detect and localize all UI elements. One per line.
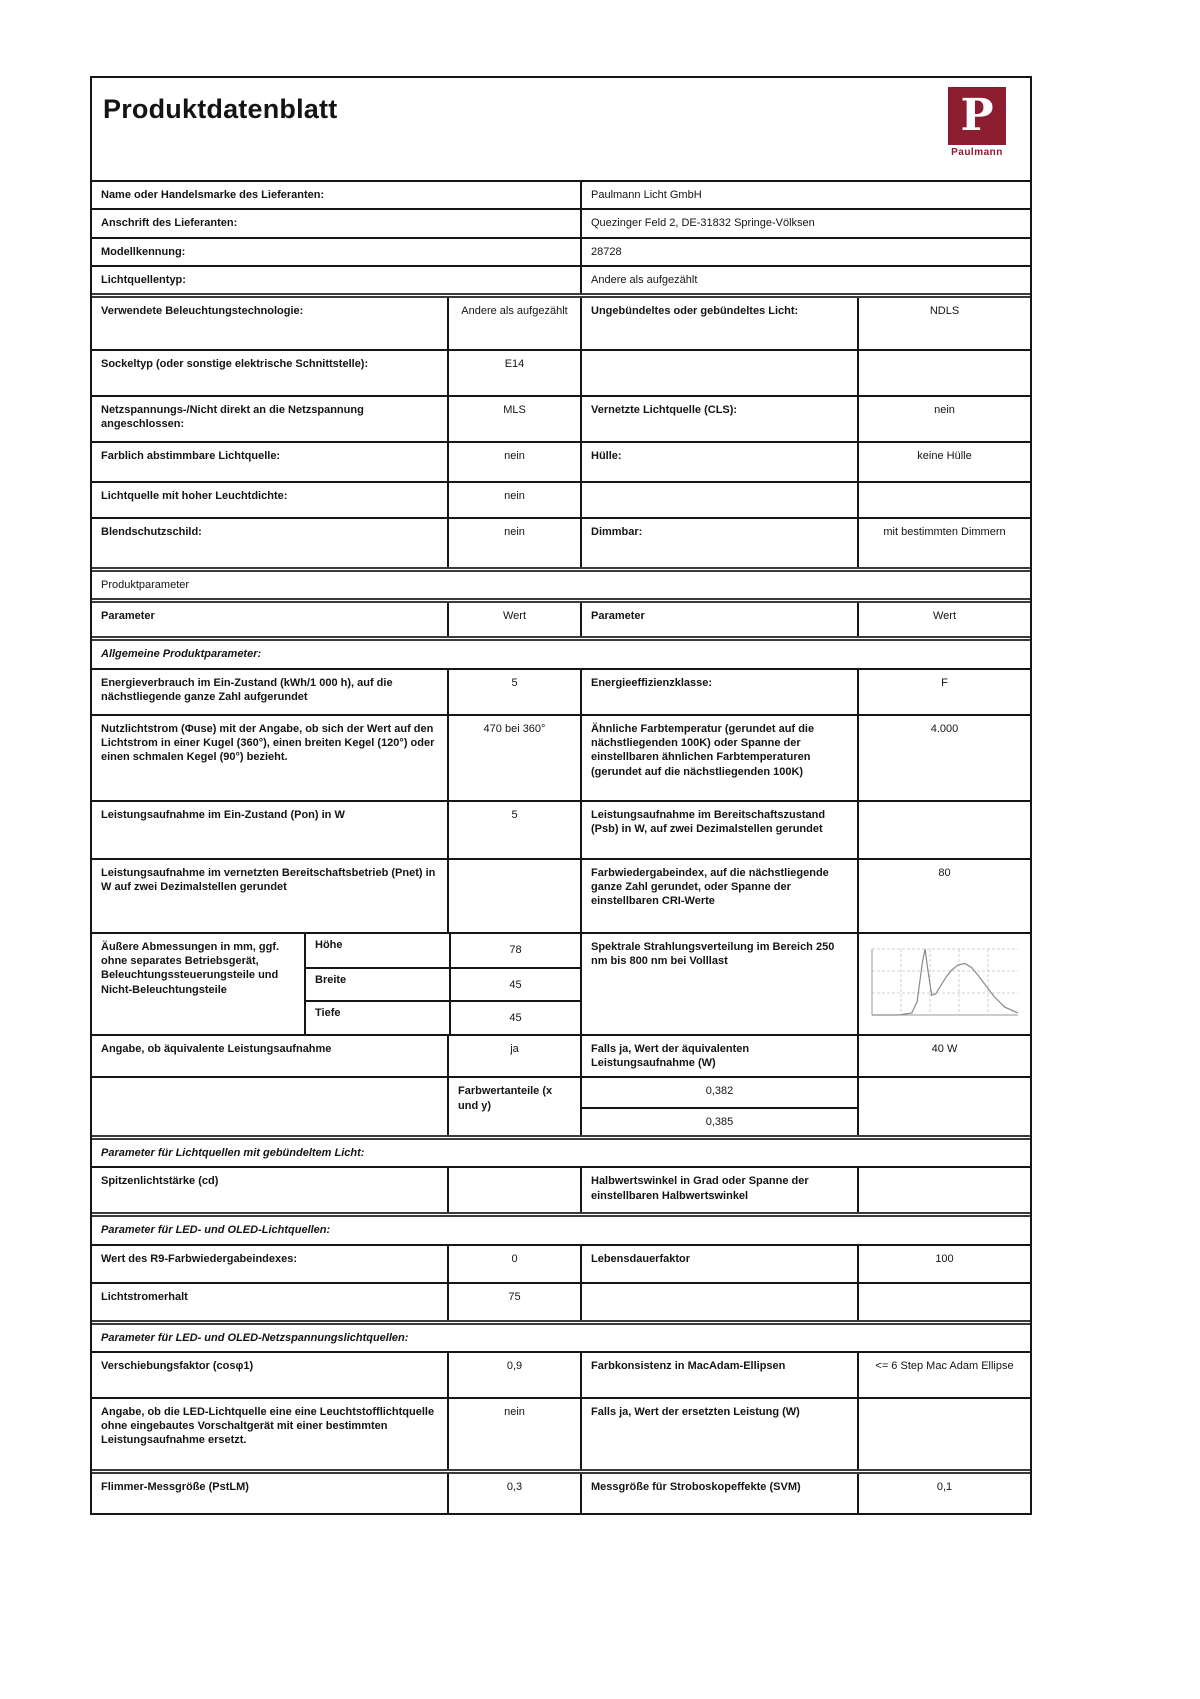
chromaticity-values xyxy=(580,1078,857,1135)
column-header: Wert xyxy=(447,603,580,636)
row-value: 100 xyxy=(857,1246,1030,1282)
row-value: 0,382 xyxy=(705,1085,734,1098)
section-title: Parameter für LED- und OLED-Netzspannungslichtquellen: xyxy=(101,1331,409,1344)
table-row xyxy=(92,293,1030,349)
row-label: Hülle: xyxy=(580,443,857,481)
row-value: MLS xyxy=(447,397,580,441)
datasheet-header xyxy=(92,78,1030,180)
table-row xyxy=(92,1397,1030,1469)
row-value: 75 xyxy=(447,1284,580,1320)
row-label: Leistungsaufnahme im Ein-Zustand (Pon) in W xyxy=(101,808,345,821)
row-value: Andere als aufgezählt xyxy=(580,267,1030,293)
spectral-curve xyxy=(872,949,1018,1015)
column-header: Parameter xyxy=(101,610,155,623)
row-label: Netzspannungs-/Nicht direkt an die Netzspannung angeschlossen: xyxy=(101,404,364,431)
row-value: 45 xyxy=(449,1002,580,1033)
row-label: Verschiebungsfaktor (cosφ1) xyxy=(101,1359,254,1372)
row-label: Spektrale Strahlungsverteilung im Bereich 250 nm bis 800 nm bei Volllast xyxy=(580,934,857,1034)
row-value xyxy=(857,483,1030,517)
row-label: Falls ja, Wert der ersetzten Leistung (W) xyxy=(580,1399,857,1469)
row-label: Leistungsaufnahme im vernetzten Bereitschaftsbetrieb (Pnet) in W auf zwei Dezimalstellen gerundet xyxy=(101,866,436,894)
row-value: nein xyxy=(447,1399,580,1469)
page-title: Produktdatenblatt xyxy=(103,94,338,124)
section-title: Produktparameter xyxy=(101,579,190,592)
row-value xyxy=(857,1168,1030,1212)
row-label: Name oder Handelsmarke des Lieferanten: xyxy=(101,189,325,201)
table-row xyxy=(306,1000,580,1033)
table-row xyxy=(92,800,1030,858)
section-title: Parameter für LED- und OLED-Lichtquellen: xyxy=(101,1224,331,1237)
brand-logo-icon: P xyxy=(948,87,1006,145)
table-row xyxy=(92,714,1030,800)
row-value: 0,1 xyxy=(857,1474,1030,1513)
row-label: Farbwiedergabeindex, auf die nächstliegende ganze Zahl gerundet, oder Spanne der einstellbaren CRI-Werte xyxy=(580,860,857,932)
row-value: nein xyxy=(447,483,580,517)
chromaticity-row xyxy=(92,1076,1030,1135)
dimensions-row xyxy=(92,932,1030,1034)
row-label: Angabe, ob äquivalente Leistungsaufnahme xyxy=(101,1042,332,1055)
row-value: 5 xyxy=(447,802,580,858)
row-label: Blendschutzschild: xyxy=(101,526,202,539)
row-value: 45 xyxy=(449,969,580,1000)
row-value: F xyxy=(857,670,1030,714)
row-value xyxy=(857,802,1030,858)
row-label: Anschrift des Lieferanten: xyxy=(101,217,238,230)
row-label: Energieeffizienzklasse: xyxy=(580,670,857,714)
column-header: Wert xyxy=(857,603,1030,636)
row-label: Wert des R9-Farbwiedergabeindexes: xyxy=(101,1252,298,1265)
row-label: Modellkennung: xyxy=(101,245,186,258)
row-value: Quezinger Feld 2, DE-31832 Springe-Völksen xyxy=(580,210,1030,236)
row-label: Farblich abstimmbare Lichtquelle: xyxy=(101,450,281,463)
empty-cell xyxy=(857,1078,1030,1135)
row-value: 80 xyxy=(857,860,1030,932)
row-value: 0,385 xyxy=(582,1107,857,1135)
table-row xyxy=(92,1034,1030,1077)
table-row xyxy=(92,1282,1030,1320)
table-row xyxy=(92,1244,1030,1282)
table-row xyxy=(92,858,1030,932)
row-value: 78 xyxy=(449,934,580,967)
row-value: ja xyxy=(447,1036,580,1077)
row-value: 5 xyxy=(447,670,580,714)
row-label: Lichtstromerhalt xyxy=(101,1290,188,1303)
section-title: Allgemeine Produktparameter: xyxy=(101,648,262,661)
row-value: mit bestimmten Dimmern xyxy=(857,519,1030,567)
table-row xyxy=(92,395,1030,441)
row-label: Äußere Abmessungen in mm, ggf. ohne separates Betriebsgerät, Beleuchtungssteuerungsteile und Nicht-Beleuchtungsteile xyxy=(101,940,280,996)
row-label: Farbwertanteile (x und y) xyxy=(447,1078,580,1135)
section-row xyxy=(92,567,1030,598)
row-value xyxy=(857,1399,1030,1469)
row-label: Vernetzte Lichtquelle (CLS): xyxy=(580,397,857,441)
row-label: Energieverbrauch im Ein-Zustand (kWh/1 000 h), auf die nächstliegende ganze Zahl aufgerundet xyxy=(101,676,393,704)
row-label: Halbwertswinkel in Grad oder Spanne der einstellbaren Halbwertswinkel xyxy=(580,1168,857,1212)
row-label: Leistungsaufnahme im Bereitschaftszustand (Psb) in W, auf zwei Dezimalstellen gerundet xyxy=(580,802,857,858)
row-label xyxy=(580,1284,857,1320)
table-header-row xyxy=(92,598,1030,636)
row-label: Falls ja, Wert der äquivalenten Leistungsaufnahme (W) xyxy=(580,1036,857,1077)
row-label: Ähnliche Farbtemperatur (gerundet auf die nächstliegenden 100K) oder Spanne der einstellbaren ähnlichen Farbtemperaturen (gerundet auf die nächstliegenden 100K) xyxy=(580,716,857,800)
empty-cell xyxy=(92,1078,447,1135)
table-row xyxy=(92,441,1030,481)
row-label: Dimmbar: xyxy=(580,519,857,567)
row-value: 470 bei 360° xyxy=(447,716,580,800)
table-row xyxy=(92,265,1030,293)
row-value: Paulmann Licht GmbH xyxy=(580,182,1030,208)
row-value: NDLS xyxy=(857,298,1030,349)
section-row xyxy=(92,1135,1030,1166)
row-label: Verwendete Beleuchtungstechnologie: xyxy=(101,305,304,318)
column-header: Parameter xyxy=(580,603,857,636)
row-value xyxy=(857,1284,1030,1320)
table-row xyxy=(92,1351,1030,1397)
row-label: Lichtquelle mit hoher Leuchtdichte: xyxy=(101,490,288,503)
section-title: Parameter für Lichtquellen mit gebündeltem Licht: xyxy=(101,1146,365,1159)
row-value: 4.000 xyxy=(857,716,1030,800)
table-row xyxy=(92,668,1030,714)
table-row xyxy=(92,208,1030,236)
row-value: Andere als aufgezählt xyxy=(447,298,580,349)
row-value: nein xyxy=(447,443,580,481)
row-value: 40 W xyxy=(857,1036,1030,1077)
row-label xyxy=(580,351,857,395)
row-label: Tiefe xyxy=(315,1007,341,1020)
row-value: E14 xyxy=(447,351,580,395)
row-label: Nutzlichtstrom (Φuse) mit der Angabe, ob sich der Wert auf den Lichtstrom in einer Kugel (360°), einen breiten Kegel (120°) oder einen schmalen Kegel (90°) bezieht. xyxy=(101,722,435,764)
row-value: 0,3 xyxy=(447,1474,580,1513)
dimensions-subtable xyxy=(304,934,580,1034)
brand-logo-name: Paulmann xyxy=(951,147,1003,158)
row-value: nein xyxy=(857,397,1030,441)
row-value xyxy=(447,860,580,932)
row-label: Messgröße für Stroboskopeffekte (SVM) xyxy=(580,1474,857,1513)
row-value: 28728 xyxy=(580,239,1030,265)
row-value: 0 xyxy=(447,1246,580,1282)
table-row xyxy=(92,180,1030,208)
spectral-chart xyxy=(857,934,1030,1034)
table-row xyxy=(92,1166,1030,1212)
row-value: nein xyxy=(447,519,580,567)
row-label: Farbkonsistenz in MacAdam-Ellipsen xyxy=(580,1353,857,1397)
row-label: Höhe xyxy=(315,938,343,951)
row-label: Lebensdauerfaktor xyxy=(580,1246,857,1282)
row-value xyxy=(447,1168,580,1212)
row-value: <= 6 Step Mac Adam Ellipse xyxy=(857,1353,1030,1397)
section-row xyxy=(92,1212,1030,1243)
table-row xyxy=(92,481,1030,517)
table-row xyxy=(306,967,580,1000)
row-label: Spitzenlichtstärke (cd) xyxy=(101,1175,219,1188)
row-label: Ungebündeltes oder gebündeltes Licht: xyxy=(580,298,857,349)
row-value xyxy=(857,351,1030,395)
row-value: 0,9 xyxy=(447,1353,580,1397)
row-label xyxy=(580,483,857,517)
table-row xyxy=(92,349,1030,395)
table-row xyxy=(306,934,580,967)
row-label: Breite xyxy=(315,974,347,987)
table-row xyxy=(92,1469,1030,1513)
row-value: keine Hülle xyxy=(857,443,1030,481)
table-row xyxy=(92,517,1030,567)
row-label: Lichtquellentyp: xyxy=(101,273,186,286)
paulmann-logo xyxy=(946,87,1008,158)
section-row xyxy=(92,636,1030,667)
section-row xyxy=(92,1320,1030,1351)
product-datasheet xyxy=(90,76,1032,1515)
row-label: Angabe, ob die LED-Lichtquelle eine eine Leuchtstofflichtquelle ohne eingebautes Vorschaltgerät mit einer bestimmten Leistungsaufnahme ersetzt. xyxy=(101,1405,435,1447)
table-row xyxy=(92,237,1030,265)
row-label: Flimmer-Messgröße (PstLM) xyxy=(101,1480,249,1493)
row-label: Sockeltyp (oder sonstige elektrische Schnittstelle): xyxy=(101,358,369,371)
